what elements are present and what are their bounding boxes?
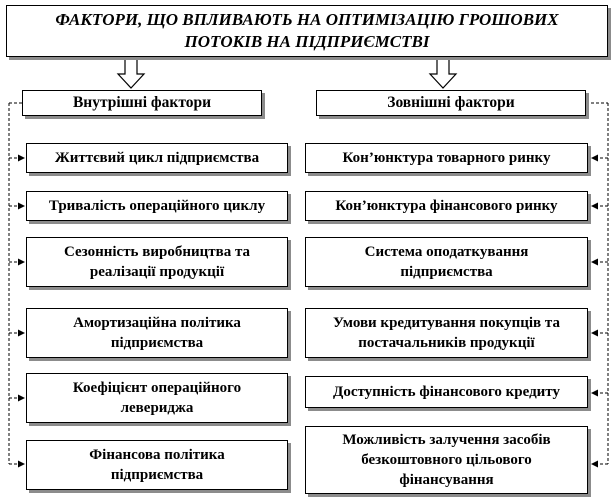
diagram-title (6, 5, 608, 57)
internal-factor-life-cycle: Життєвий цикл підприємства (26, 143, 288, 173)
external-factors-header: Зовнішні фактори (316, 90, 586, 116)
external-factor-credit-terms: Умови кредитування покупців та постачальників продукції (305, 308, 588, 358)
title-line-1: ФАКТОРИ, ЩО ВПЛИВАЮТЬ НА ОПТИМІЗАЦІЮ ГРОШОВИХ (55, 10, 559, 29)
internal-factor-operating-cycle: Тривалість операційного циклу (26, 191, 288, 221)
external-factor-commodity-market: Кон’юнктура товарного ринку (305, 143, 588, 173)
internal-factors-header: Внутрішні фактори (22, 90, 262, 116)
internal-factor-operating-leverage: Коефіцієнт операційного левериджа (26, 373, 288, 423)
external-factor-targeted-financing: Можливість залучення засобів безкоштовного цільового фінансування (305, 426, 588, 494)
title-line-2: ПОТОКІВ НА ПІДПРИЄМСТВІ (184, 32, 430, 51)
hollow-arrow-left (118, 58, 144, 88)
internal-factor-seasonality: Сезонність виробництва та реалізації продукції (26, 237, 288, 287)
external-factor-credit-availability: Доступність фінансового кредиту (305, 376, 588, 408)
hollow-arrow-right (430, 58, 456, 88)
external-factor-financial-market: Кон’юнктура фінансового ринку (305, 191, 588, 221)
internal-factor-depreciation-policy: Амортизаційна політика підприємства (26, 308, 288, 358)
internal-factor-financial-policy: Фінансова політика підприємства (26, 440, 288, 490)
external-factor-taxation-system: Система оподаткування підприємства (305, 237, 588, 287)
